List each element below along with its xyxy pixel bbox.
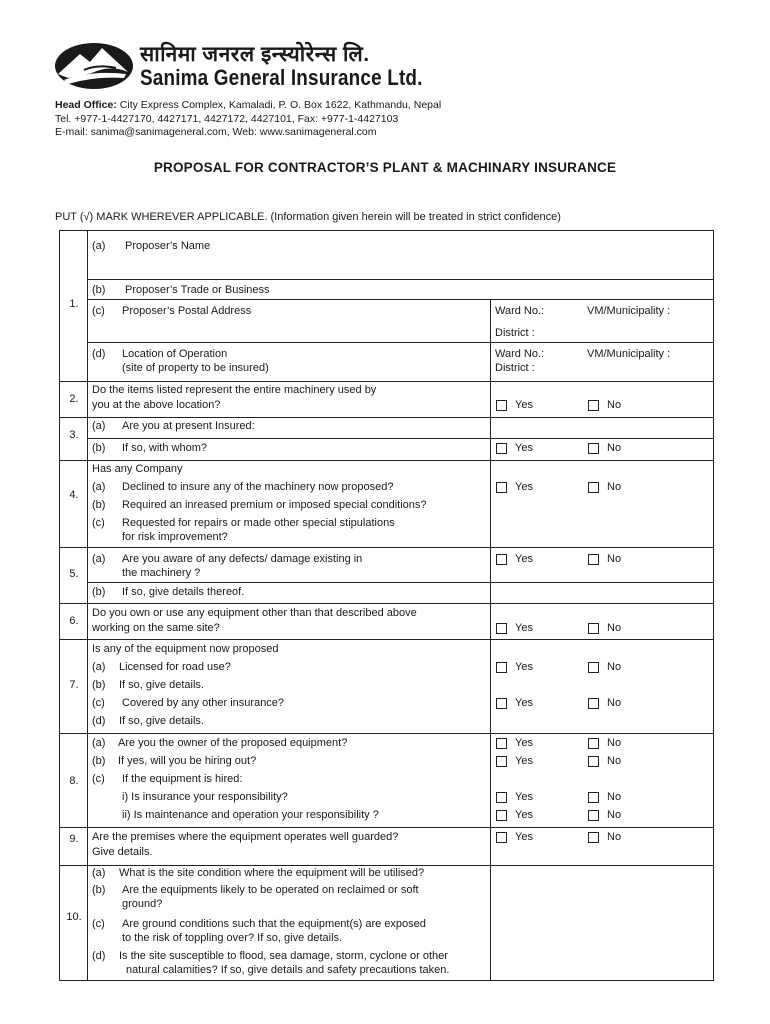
q4c-label: Requested for repairs or made other special stipulations — [122, 517, 395, 529]
q7c-label: Covered by any other insurance? — [122, 697, 285, 709]
q7b-label: If so, give details. — [119, 679, 204, 691]
q3-yes-label: Yes — [515, 442, 533, 454]
q8c-ii-label: ii) Is maintenance and operation your responsibility ? — [122, 809, 379, 821]
q10d-label: Is the site susceptible to flood, sea damage, storm, cyclone or other — [119, 950, 448, 962]
q4-intro: Has any Company — [92, 463, 183, 475]
q2-text: Do the items listed represent the entire machinery used by — [92, 384, 377, 396]
row-divider — [87, 438, 713, 439]
q9-text-line2: Give details. — [92, 846, 153, 858]
contact-block — [55, 99, 441, 140]
q8c-i-no-label: No — [607, 791, 622, 803]
company-name-nepali: सानिमा जनरल इन्स्योरेन्स लि. — [140, 43, 370, 66]
q4-yes-checkbox[interactable] — [496, 482, 507, 493]
q5a-label-line2: the machinery ? — [122, 567, 201, 579]
q1d-ward-label: Ward No.: — [495, 348, 545, 360]
q2-yes-label: Yes — [515, 399, 533, 411]
number-column-divider — [87, 231, 88, 980]
q5a-letter: (a) — [92, 553, 106, 565]
q10b-label-line2: ground? — [122, 898, 163, 910]
q1d-district-label: District : — [495, 362, 535, 374]
q6-no-checkbox[interactable] — [588, 623, 599, 634]
q9-yes-label: Yes — [515, 831, 533, 843]
form-instruction: PUT (√) MARK WHEREVER APPLICABLE. (Information given herein will be treated in strict confidence) — [55, 211, 561, 223]
q7c-no-checkbox[interactable] — [588, 698, 599, 709]
q8c-ii-no-checkbox[interactable] — [588, 810, 599, 821]
q7a-yes-checkbox[interactable] — [496, 662, 507, 673]
q7-intro: Is any of the equipment now proposed — [92, 643, 279, 655]
question-divider — [60, 547, 713, 548]
q9-text: Are the premises where the equipment operates well guarded? — [92, 831, 399, 843]
q1d-label: Location of Operation — [122, 348, 228, 360]
q3-no-label: No — [607, 442, 622, 454]
q7c-yes-label: Yes — [515, 697, 533, 709]
head-office-label: Head Office: — [55, 99, 117, 111]
question-divider — [60, 381, 713, 382]
q1d-letter: (d) — [92, 348, 106, 360]
q7c-letter: (c) — [92, 697, 105, 709]
q8c-label: If the equipment is hired: — [122, 773, 243, 785]
q5-no-label: No — [607, 553, 622, 565]
q7a-yes-label: Yes — [515, 661, 533, 673]
q8a-letter: (a) — [92, 737, 106, 749]
q4c-label-line2: for risk improvement? — [122, 531, 228, 543]
q8c-i-no-checkbox[interactable] — [588, 792, 599, 803]
q10d-label-line2: natural calamities? If so, give details and safety precautions taken. — [126, 964, 450, 976]
q4a-label: Declined to insure any of the machinery now proposed? — [122, 481, 394, 493]
q8b-letter: (b) — [92, 755, 106, 767]
tel-fax-line: Tel. +977-1-4427170, 4427171, 4427172, 4427101, Fax: +977-1-4427103 — [55, 112, 399, 125]
q6-text-line2: working on the same site? — [92, 622, 220, 634]
question-divider — [60, 827, 713, 828]
q7d-letter: (d) — [92, 715, 106, 727]
question-divider — [60, 639, 713, 640]
q9-no-label: No — [607, 831, 622, 843]
q8a-yes-label: Yes — [515, 737, 533, 749]
q2-no-checkbox[interactable] — [588, 400, 599, 411]
q7a-no-label: No — [607, 661, 622, 673]
q1d-label-line2: (site of property to be insured) — [122, 362, 269, 374]
q10c-letter: (c) — [92, 918, 105, 930]
q7c-yes-checkbox[interactable] — [496, 698, 507, 709]
q5-no-checkbox[interactable] — [588, 554, 599, 565]
email-web-line: E-mail: sanima@sanimageneral.com, Web: www.sanimageneral.com — [55, 126, 377, 138]
q4a-letter: (a) — [92, 481, 106, 493]
q1-number: 1. — [69, 298, 79, 310]
question-divider — [60, 417, 713, 418]
q7a-letter: (a) — [92, 661, 106, 673]
q10c-label-line2: to the risk of toppling over? If so, give details. — [122, 932, 343, 944]
q1c-label: Proposer’s Postal Address — [122, 305, 252, 317]
q1d-municipality-label: VM/Municipality : — [587, 348, 671, 360]
q5-yes-label: Yes — [515, 553, 533, 565]
q7a-no-checkbox[interactable] — [588, 662, 599, 673]
q7c-no-label: No — [607, 697, 622, 709]
company-name-english: Sanima General Insurance Ltd. — [140, 65, 423, 90]
q1b-letter: (b) — [92, 284, 106, 296]
q8c-ii-no-label: No — [607, 809, 622, 821]
q8c-i-yes-checkbox[interactable] — [496, 792, 507, 803]
q8c-i-label: i) Is insurance your responsibility? — [122, 791, 288, 803]
q6-text: Do you own or use any equipment other than that described above — [92, 607, 417, 619]
mountain-logo-icon — [54, 40, 136, 90]
q10a-letter: (a) — [92, 867, 106, 879]
q5-number: 5. — [69, 568, 79, 580]
q4b-label: Required an inreased premium or imposed special conditions? — [122, 499, 427, 511]
q8a-no-label: No — [607, 737, 622, 749]
q4-yes-label: Yes — [515, 481, 533, 493]
q1c-municipality-label: VM/Municipality : — [587, 305, 671, 317]
question-divider — [60, 865, 713, 866]
row-divider — [87, 279, 713, 280]
q3-yes-checkbox[interactable] — [496, 443, 507, 454]
q1c-letter: (c) — [92, 305, 105, 317]
q8c-ii-yes-label: Yes — [515, 809, 533, 821]
q2-no-label: No — [607, 399, 622, 411]
q8b-no-checkbox[interactable] — [588, 756, 599, 767]
q10c-label: Are ground conditions such that the equipment(s) are exposed — [122, 918, 426, 930]
q5b-label: If so, give details thereof. — [122, 586, 245, 598]
q8b-label: If yes, will you be hiring out? — [118, 755, 257, 767]
q10b-label: Are the equipments likely to be operated on reclaimed or soft — [122, 884, 419, 896]
q8a-no-checkbox[interactable] — [588, 738, 599, 749]
q5-yes-checkbox[interactable] — [496, 554, 507, 565]
q8c-letter: (c) — [92, 773, 105, 785]
q6-yes-checkbox[interactable] — [496, 623, 507, 634]
q8-number: 8. — [69, 775, 79, 787]
q3-number: 3. — [69, 429, 79, 441]
q9-yes-checkbox[interactable] — [496, 832, 507, 843]
q1c-district-label: District : — [495, 327, 535, 339]
form-title: PROPOSAL FOR CONTRACTOR’S PLANT & MACHINARY INSURANCE — [153, 160, 617, 175]
q8b-yes-label: Yes — [515, 755, 533, 767]
q8b-no-label: No — [607, 755, 622, 767]
q3b-label: If so, with whom? — [122, 442, 207, 454]
q10b-letter: (b) — [92, 884, 106, 896]
q8c-ii-yes-checkbox[interactable] — [496, 810, 507, 821]
proposal-form-table — [59, 230, 714, 981]
company-logo — [54, 38, 434, 94]
question-divider — [60, 603, 713, 604]
q4b-letter: (b) — [92, 499, 106, 511]
q5a-label: Are you aware of any defects/ damage existing in — [122, 553, 363, 565]
q7d-label: If so, give details. — [119, 715, 204, 727]
q7-number: 7. — [69, 679, 79, 691]
row-divider — [87, 299, 713, 300]
q10a-label: What is the site condition where the equipment will be utilised? — [119, 867, 425, 879]
question-divider — [60, 733, 713, 734]
q7a-label: Licensed for road use? — [119, 661, 231, 673]
q2-text-line2: you at the above location? — [92, 399, 221, 411]
q2-number: 2. — [69, 393, 79, 405]
q4c-letter: (c) — [92, 517, 105, 529]
q8a-label: Are you the owner of the proposed equipment? — [118, 737, 348, 749]
q9-no-checkbox[interactable] — [588, 832, 599, 843]
q1a-label: Proposer’s Name — [125, 240, 211, 252]
row-divider — [87, 342, 713, 343]
q4-number: 4. — [69, 489, 79, 501]
q1c-ward-label: Ward No.: — [495, 305, 545, 317]
question-divider — [60, 460, 713, 461]
q3b-letter: (b) — [92, 442, 106, 454]
q4-no-checkbox[interactable] — [588, 482, 599, 493]
q6-yes-label: Yes — [515, 622, 533, 634]
q10d-letter: (d) — [92, 950, 106, 962]
q6-no-label: No — [607, 622, 622, 634]
q3-no-checkbox[interactable] — [588, 443, 599, 454]
q7b-letter: (b) — [92, 679, 106, 691]
q9-number: 9. — [69, 833, 79, 845]
q6-number: 6. — [69, 615, 79, 627]
q1b-label: Proposer’s Trade or Business — [125, 284, 270, 296]
q5b-letter: (b) — [92, 586, 106, 598]
q3a-letter: (a) — [92, 420, 106, 432]
q3a-label: Are you at present Insured: — [122, 420, 255, 432]
q4-no-label: No — [607, 481, 622, 493]
q8a-yes-checkbox[interactable] — [496, 738, 507, 749]
q1a-letter: (a) — [92, 240, 106, 252]
row-divider — [87, 582, 713, 583]
q10-number: 10. — [66, 911, 82, 923]
head-office-address: City Express Complex, Kamaladi, P. O. Box 1622, Kathmandu, Nepal — [119, 99, 442, 111]
q8b-yes-checkbox[interactable] — [496, 756, 507, 767]
q2-yes-checkbox[interactable] — [496, 400, 507, 411]
q8c-i-yes-label: Yes — [515, 791, 533, 803]
